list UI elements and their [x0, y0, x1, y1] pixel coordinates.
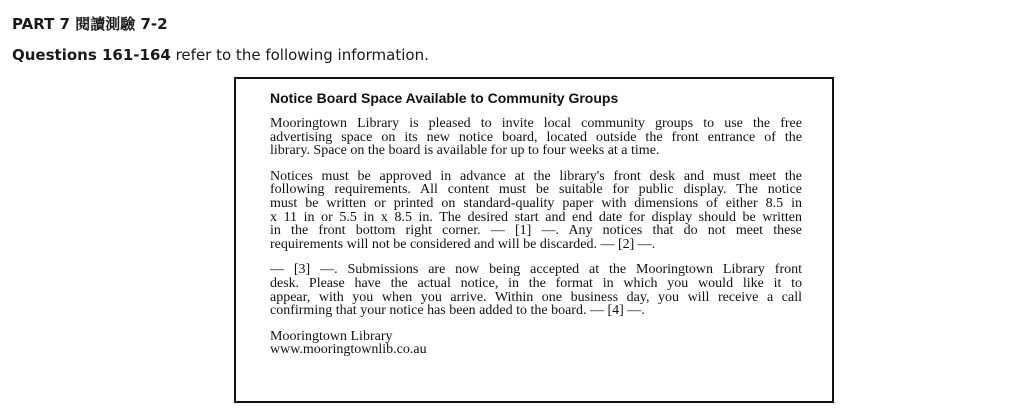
part-title: PART 7 閱讀測驗 7-2 — [12, 15, 168, 33]
text-line: in the front bottom right corner. — [1] —. Any notices that do not meet these — [270, 223, 802, 239]
text-line: — [3] —. Submissions are now being accepted at the Mooringtown Library front — [270, 262, 802, 278]
notice-paragraph-1 — [270, 117, 802, 158]
notice-box — [234, 77, 834, 403]
signature-url: www.mooringtownlib.co.au — [270, 342, 427, 358]
text-line: library. Space on the board is available for up to four weeks at a time. — [270, 143, 660, 159]
notice-paragraph-2 — [270, 170, 802, 252]
notice-paragraph-3 — [270, 263, 802, 317]
text-line: appear, with you when you arrive. Within one business day, you will receive a call — [270, 289, 802, 305]
questions-instruction-text: refer to the following information. — [170, 46, 429, 64]
text-line: Mooringtown Library is pleased to invite local community groups to use the free — [270, 116, 802, 131]
text-line: Notices must be approved in advance at the library's front desk and must meet the — [270, 168, 802, 184]
text-line: x 11 in or 5.5 in x 8.5 in. The desired start and end date for display should be written — [270, 209, 802, 225]
signature-name: Mooringtown Library — [270, 328, 393, 344]
text-line: requirements will not be considered and will be discarded. — [2] —. — [270, 236, 656, 252]
notice-heading: Notice Board Space Available to Community Groups — [270, 90, 619, 106]
text-line: must be written or printed on standard-quality paper with dimensions of either 8.5 in — [270, 195, 802, 211]
questions-instruction — [12, 45, 429, 65]
signature — [270, 330, 802, 357]
text-line: desk. Please have the actual notice, in the format in which you would like it to — [270, 275, 802, 291]
text-line: confirming that your notice has been added to the board. — [4] —. — [270, 303, 645, 319]
text-line: following requirements. All content must be suitable for public display. The notice — [270, 182, 802, 198]
questions-range: Questions 161-164 — [12, 46, 171, 64]
text-line: advertising space on its new notice board, located outside the front entrance of the — [270, 129, 802, 145]
